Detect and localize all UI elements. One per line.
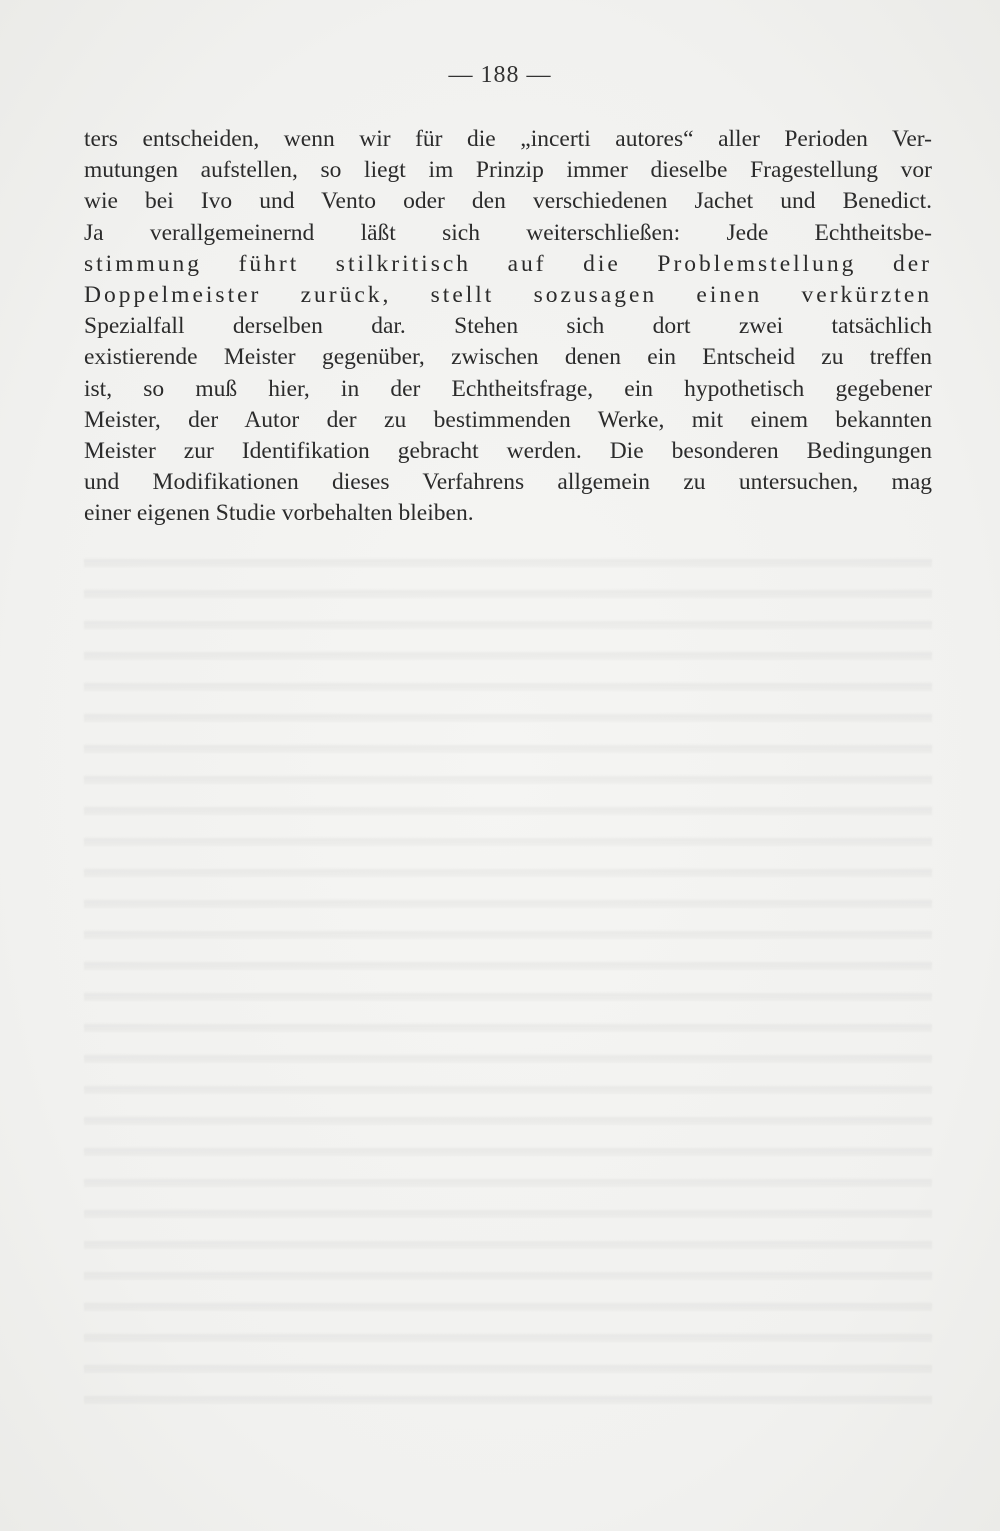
text-line: einer eigenen Studie vorbehalten bleiben.	[84, 500, 474, 527]
text-line: Meister zur Identifikation gebracht werden. Die besonderen Bedingungen	[84, 437, 932, 464]
body-paragraph	[84, 124, 932, 529]
page-number: — 188 —	[448, 62, 552, 88]
bleed-through-texture	[84, 540, 932, 1420]
text-line: Ja verallgemeinernd läßt sich weiterschließen: Jede Echtheitsbe-	[84, 219, 932, 246]
text-line: mutungen aufstellen, so liegt im Prinzip immer dieselbe Fragestellung vor	[84, 157, 932, 184]
text-line: Spezialfall derselben dar. Stehen sich dort zwei tatsächlich	[84, 313, 932, 340]
text-line: ist, so muß hier, in der Echtheitsfrage, ein hypothetisch gegebener	[84, 375, 932, 402]
text-line: Meister, der Autor der zu bestimmenden Werke, mit einem bekannten	[84, 406, 932, 433]
text-line: ters entscheiden, wenn wir für die „incerti autores“ aller Perioden Ver-	[84, 126, 932, 152]
text-line: und Modifikationen dieses Verfahrens allgemein zu untersuchen, mag	[84, 469, 932, 496]
text-line: Doppelmeister zurück, stellt sozusagen einen verkürzten	[84, 281, 932, 308]
text-line: existierende Meister gegenüber, zwischen denen ein Entscheid zu treffen	[84, 344, 932, 371]
text-line: wie bei Ivo und Vento oder den verschiedenen Jachet und Benedict.	[84, 188, 932, 215]
text-line: stimmung führt stilkritisch auf die Problemstellung der	[84, 250, 932, 277]
